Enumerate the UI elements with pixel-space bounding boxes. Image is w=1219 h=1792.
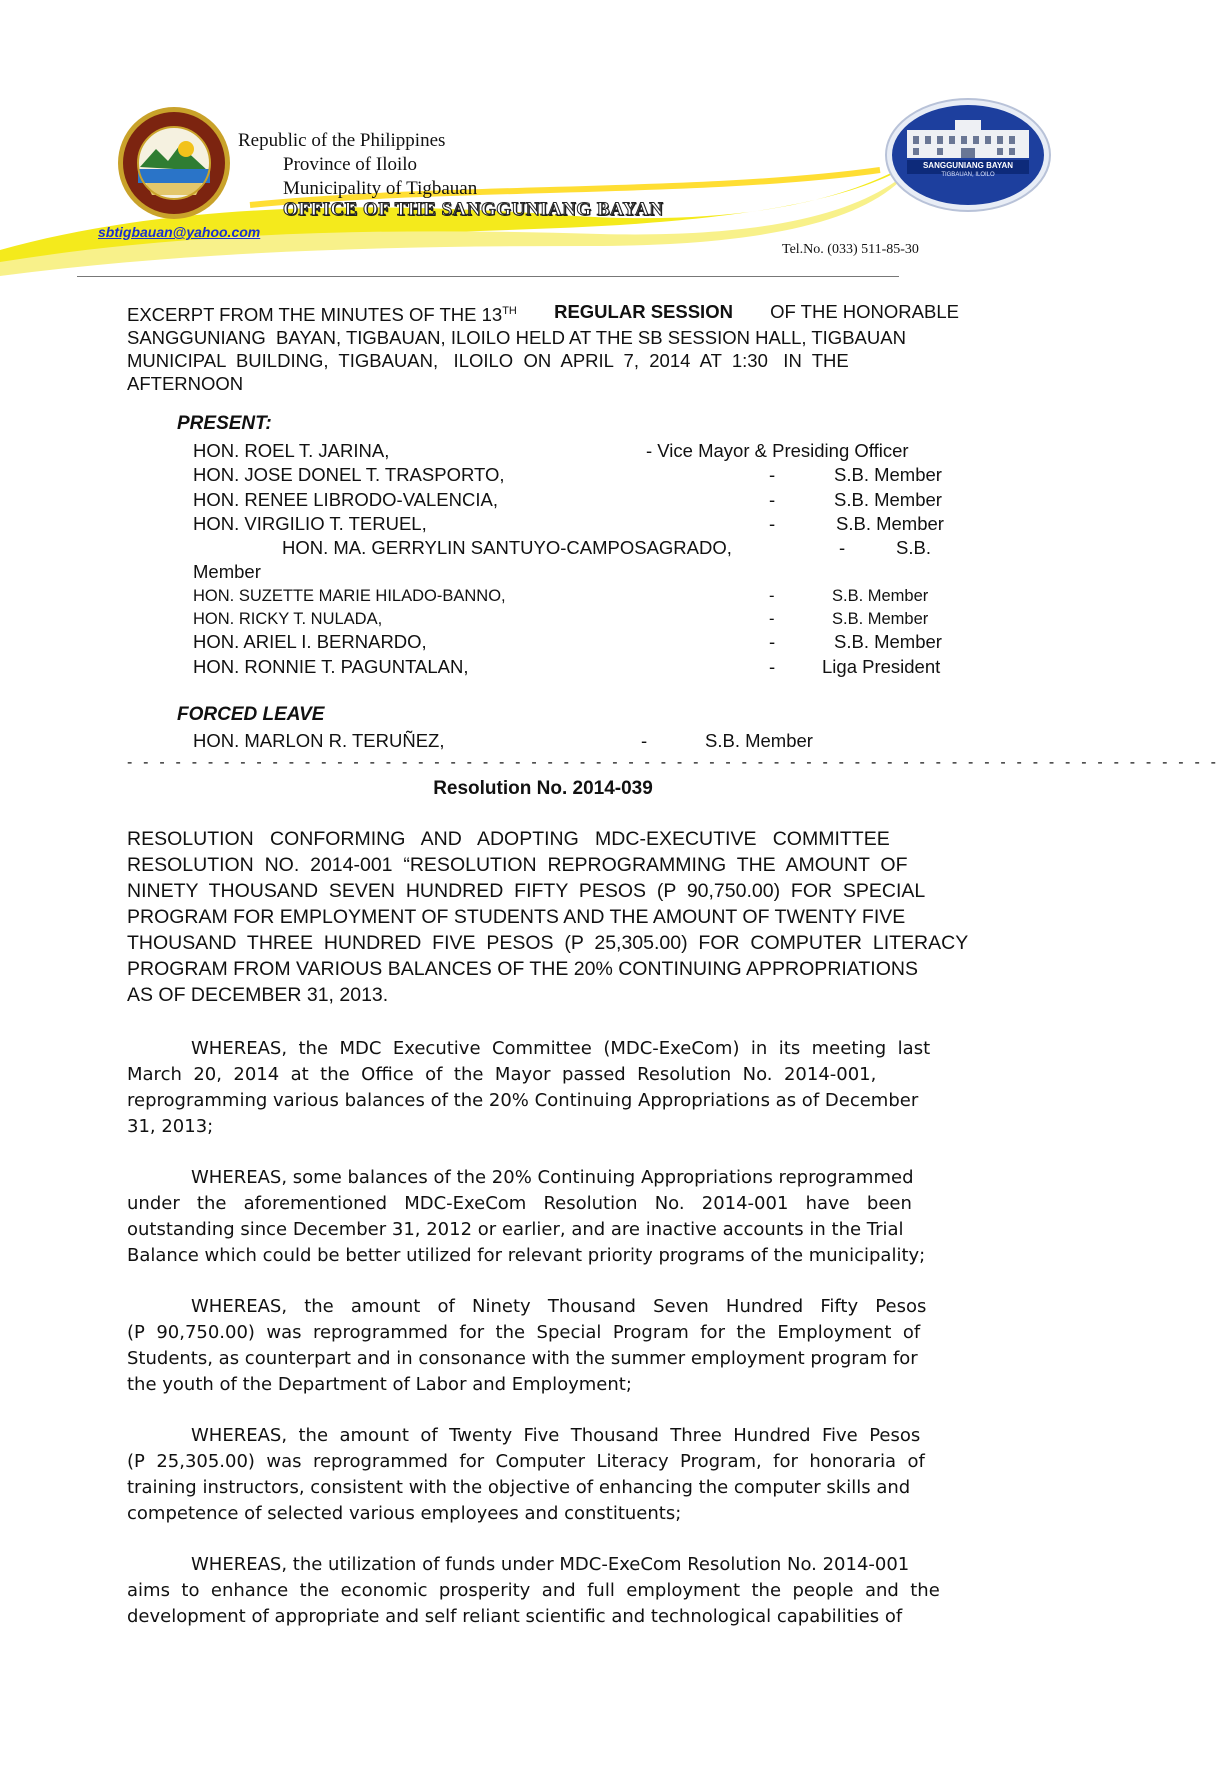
sangguniang-bayan-logo xyxy=(885,98,1051,212)
resolution-title-line: RESOLUTION CONFORMING AND ADOPTING MDC-EXECUTIVE COMMITTEE xyxy=(127,828,890,850)
municipality-line: Municipality of Tigbauan xyxy=(283,178,478,199)
member-dash: - xyxy=(769,587,775,605)
whereas-line: 31, 2013; xyxy=(127,1116,214,1137)
whereas-line: (P 25,305.00) was reprogrammed for Computer Literacy Program, for honoraria of xyxy=(127,1451,925,1472)
whereas-line: outstanding since December 31, 2012 or earlier, and are inactive accounts in the Trial xyxy=(127,1219,904,1240)
whereas-line: under the aforementioned MDC-ExeCom Resolution No. 2014-001 have been xyxy=(127,1193,912,1214)
municipality-seal-logo xyxy=(116,105,232,221)
excerpt-line-4: AFTERNOON xyxy=(127,373,244,395)
forced-leave-heading: FORCED LEAVE xyxy=(177,704,325,725)
whereas-paragraph xyxy=(127,1423,959,1527)
whereas-paragraph xyxy=(127,1552,959,1630)
whereas-line: WHEREAS, the utilization of funds under MDC-ExeCom Resolution No. 2014-001 xyxy=(191,1554,910,1575)
member-name: HON. SUZETTE MARIE HILADO-BANNO, xyxy=(193,587,506,605)
resolution-title-line: THOUSAND THREE HUNDRED FIVE PESOS (P 25,305.00) FOR COMPUTER LITERACY xyxy=(127,932,969,954)
excerpt-suffix: OF THE HONORABLE xyxy=(770,301,959,322)
whereas-paragraph xyxy=(127,1294,959,1398)
whereas-paragraph xyxy=(127,1036,959,1140)
member-name: HON. RENEE LIBRODO-VALENCIA, xyxy=(193,489,498,510)
whereas-line: reprogramming various balances of the 20% Continuing Appropriations as of December xyxy=(127,1090,919,1111)
email-link[interactable]: sbtigbauan@yahoo.com xyxy=(98,224,261,240)
office-title: OFFICE OF THE SANGGUNIANG BAYAN xyxy=(283,199,664,220)
member-role: S.B. xyxy=(896,537,931,558)
whereas-line: training instructors, consistent with the objective of enhancing the computer skills and xyxy=(127,1477,911,1498)
member-name: Member xyxy=(193,561,261,582)
whereas-line: competence of selected various employees and constituents; xyxy=(127,1503,682,1524)
resolution-title xyxy=(127,826,969,1008)
member-name: HON. RONNIE T. PAGUNTALAN, xyxy=(193,656,469,677)
republic-line: Republic of the Philippines xyxy=(238,130,446,151)
whereas-line: WHEREAS, some balances of the 20% Continuing Appropriations reprogrammed xyxy=(191,1167,914,1188)
member-name: HON. VIRGILIO T. TERUEL, xyxy=(193,513,427,534)
member-role: Liga President xyxy=(822,656,941,677)
whereas-line: WHEREAS, the amount of Ninety Thousand Seven Hundred Fifty Pesos xyxy=(191,1296,927,1317)
member-dash: - xyxy=(769,513,776,534)
member-dash: - xyxy=(769,631,776,652)
excerpt-paragraph xyxy=(127,300,959,395)
resolution-title-line: PROGRAM FOR EMPLOYMENT OF STUDENTS AND THE AMOUNT OF TWENTY FIVE xyxy=(127,906,906,928)
right-seal-label: SANGGUNIANG BAYAN xyxy=(922,161,1014,170)
resolution-title-line: NINETY THOUSAND SEVEN HUNDRED FIFTY PESOS (P 90,750.00) FOR SPECIAL xyxy=(127,880,926,902)
member-role: S.B. Member xyxy=(834,489,942,510)
excerpt-line-1 xyxy=(127,300,959,326)
resolution-title-line: RESOLUTION NO. 2014-001 “RESOLUTION REPROGRAMMING THE AMOUNT OF xyxy=(127,854,908,876)
member-name: HON. ROEL T. JARINA, xyxy=(193,440,390,461)
forced-leave-name: HON. MARLON R. TERUÑEZ, xyxy=(193,730,445,751)
forced-leave-dash: - xyxy=(641,730,648,751)
excerpt-line-3: MUNICIPAL BUILDING, TIGBAUAN, ILOILO ON APRIL 7, 2014 AT 1:30 IN THE xyxy=(127,350,849,372)
member-role: - Vice Mayor & Presiding Officer xyxy=(646,440,909,461)
member-dash: - xyxy=(769,610,775,628)
member-name: HON. ARIEL I. BERNARDO, xyxy=(193,631,427,652)
member-dash: - xyxy=(839,537,846,558)
member-dash: - xyxy=(769,656,776,677)
member-name: HON. MA. GERRYLIN SANTUYO-CAMPOSAGRADO, xyxy=(282,537,732,558)
separator-dashes: - - - - - - - - - - - - - - - - - - - - - - - - - - - - - - - - - - - - - - - - - - - - - - - - - - - - - - - - - - - - - - - - - - - - xyxy=(127,754,1219,771)
member-name: HON. JOSE DONEL T. TRASPORTO, xyxy=(193,464,505,485)
excerpt-prefix: EXCERPT FROM THE MINUTES OF THE 13TH xyxy=(127,304,517,326)
whereas-line: WHEREAS, the amount of Twenty Five Thousand Three Hundred Five Pesos xyxy=(191,1425,921,1446)
excerpt-line-2: SANGGUNIANG BAYAN, TIGBAUAN, ILOILO HELD AT THE SB SESSION HALL, TIGBAUAN xyxy=(127,327,906,349)
whereas-line: development of appropriate and self reliant scientific and technological capabilities of xyxy=(127,1606,903,1627)
resolution-title-line: AS OF DECEMBER 31, 2013. xyxy=(127,984,389,1006)
whereas-line: Balance which could be better utilized for relevant priority programs of the municipality; xyxy=(127,1245,926,1266)
whereas-line: (P 90,750.00) was reprogrammed for the Special Program for the Employment of xyxy=(127,1322,921,1343)
province-line: Province of Iloilo xyxy=(283,154,418,175)
whereas-line: aims to enhance the economic prosperity and full employment the people and the xyxy=(127,1580,940,1601)
whereas-line: the youth of the Department of Labor and Employment; xyxy=(127,1374,632,1395)
member-role: S.B. Member xyxy=(832,610,929,628)
present-heading: PRESENT: xyxy=(177,413,272,434)
member-role: S.B. Member xyxy=(834,631,942,652)
right-seal-sublabel: TIGBAUAN, ILOILO xyxy=(941,172,995,178)
whereas-paragraph xyxy=(127,1165,959,1269)
member-name: HON. RICKY T. NULADA, xyxy=(193,610,383,628)
tel-number: Tel.No. (033) 511-85-30 xyxy=(782,242,919,257)
member-role: S.B. Member xyxy=(832,587,929,605)
member-dash: - xyxy=(769,489,776,510)
member-role: S.B. Member xyxy=(834,464,942,485)
forced-leave-role: S.B. Member xyxy=(705,730,813,751)
header-rule xyxy=(77,276,899,277)
resolution-title-line: PROGRAM FROM VARIOUS BALANCES OF THE 20% CONTINUING APPROPRIATIONS xyxy=(127,958,918,980)
whereas-line: March 20, 2014 at the Office of the Mayor passed Resolution No. 2014-001, xyxy=(127,1064,877,1085)
whereas-line: WHEREAS, the MDC Executive Committee (MDC-ExeCom) in its meeting last xyxy=(191,1038,931,1059)
resolution-number: Resolution No. 2014-039 xyxy=(433,778,653,799)
regular-session: REGULAR SESSION xyxy=(554,301,733,322)
whereas-line: Students, as counterpart and in consonance with the summer employment program for xyxy=(127,1348,918,1369)
member-role: S.B. Member xyxy=(836,513,944,534)
member-dash: - xyxy=(769,464,776,485)
